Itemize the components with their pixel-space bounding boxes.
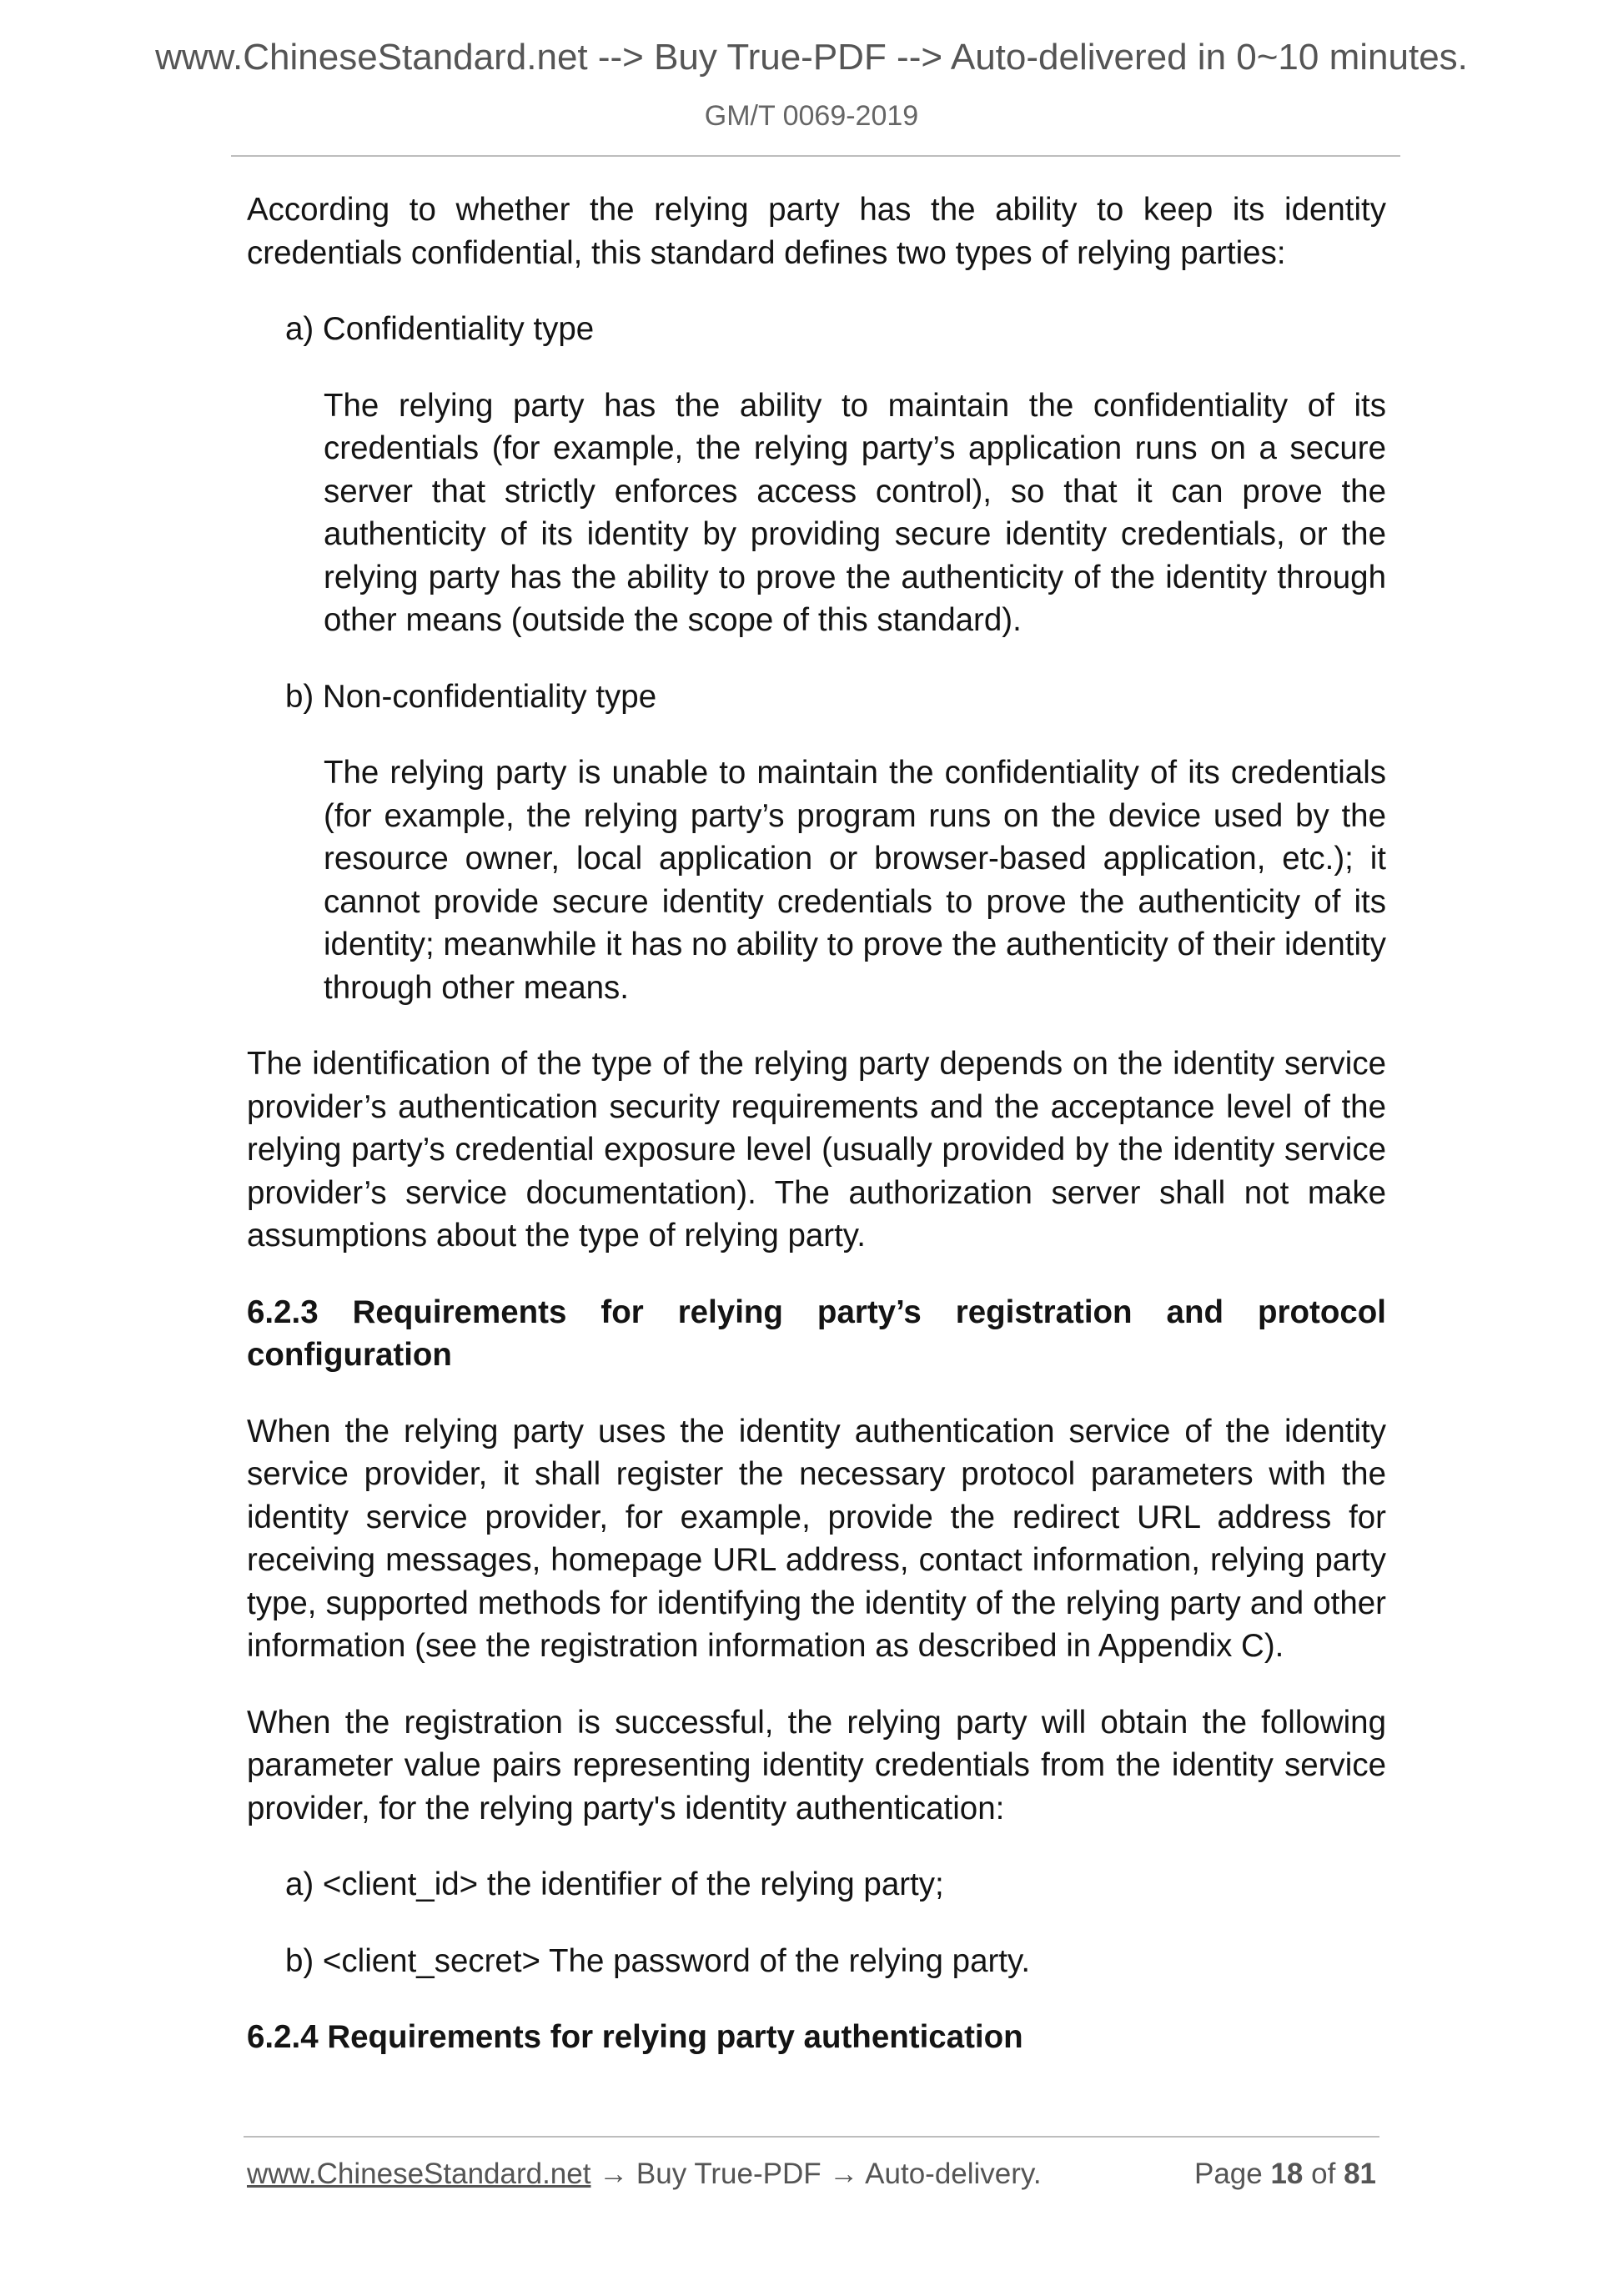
page-total: 81 (1344, 2158, 1376, 2190)
registration-success-paragraph: When the registration is successful, the relying party will obtain the following parameter value pairs representing identity credentials from the identity service provider, for the relying party's identity authentication: (247, 1704, 1386, 1826)
page-content (247, 188, 1386, 2059)
page-footer (247, 2158, 1376, 2191)
section-heading-6-2-3: 6.2.3 Requirements for relying party’s registration and protocol configuration (247, 1294, 1386, 1373)
header-divider (231, 155, 1400, 157)
type-b-description: The relying party is unable to maintain the confidentiality of its credentials (for example, the relying party’s program runs on the device used by the resource owner, local application or browser-based application, etc.); it cannot provide secure identity credentials to prove the authenticity of its identity; meanwhile it has no ability to prove the authenticity of their identity through other means. (324, 755, 1386, 1006)
footer-delivery-text: → Buy True-PDF → Auto-delivery. (590, 2158, 1042, 2190)
footer-site-link[interactable]: www.ChineseStandard.net (247, 2158, 591, 2190)
type-a-description: The relying party has the ability to maintain the confidentiality of its credentials (for example, the relying party’s application runs on a secure server that strictly enforces access control), so that it can prove the authenticity of its identity by providing secure identity credentials, or the relying party has the ability to prove the authenticity of the identity through other means (outside the scope of this standard). (324, 387, 1386, 638)
page-current: 18 (1270, 2158, 1304, 2190)
intro-paragraph: According to whether the relying party has the ability to keep its identity credentials confidential, this standard defines two types of relying parties: (247, 192, 1386, 271)
header-banner: www.ChineseStandard.net --> Buy True-PDF --> Auto-delivered in 0~10 minutes. (155, 37, 1468, 78)
type-a-label: a) Confidentiality type (285, 311, 595, 347)
credential-client-secret: b) <client_secret> The password of the relying party. (285, 1942, 1031, 1979)
credential-client-id: a) <client_id> the identifier of the relying party; (285, 1866, 944, 1902)
registration-paragraph: When the relying party uses the identity authentication service of the identity service provider, it shall register the necessary protocol parameters with the identity service provider, for example, provide the redirect URL address for receiving messages, homepage URL address, contact information, relying party type, supported methods for identifying the identity of the relying party and other information (see the registration information as described in Appendix C). (247, 1413, 1386, 1664)
page-indicator (1194, 2158, 1376, 2191)
section-heading-6-2-4: 6.2.4 Requirements for relying party authentication (247, 2019, 1023, 2055)
document-number: GM/T 0069-2019 (704, 100, 919, 132)
page-label: Page (1193, 2158, 1263, 2190)
type-b-label: b) Non-confidentiality type (285, 678, 657, 715)
footer-divider (244, 2136, 1379, 2138)
identification-paragraph: The identification of the type of the relying party depends on the identity service provider’s authentication security requirements and the acceptance level of the relying party’s credential exposure level (usually provided by the identity service provider’s service documentation). The authorization server shall not make assumptions about the type of relying party. (247, 1046, 1386, 1254)
page-of: of (1311, 2158, 1336, 2190)
